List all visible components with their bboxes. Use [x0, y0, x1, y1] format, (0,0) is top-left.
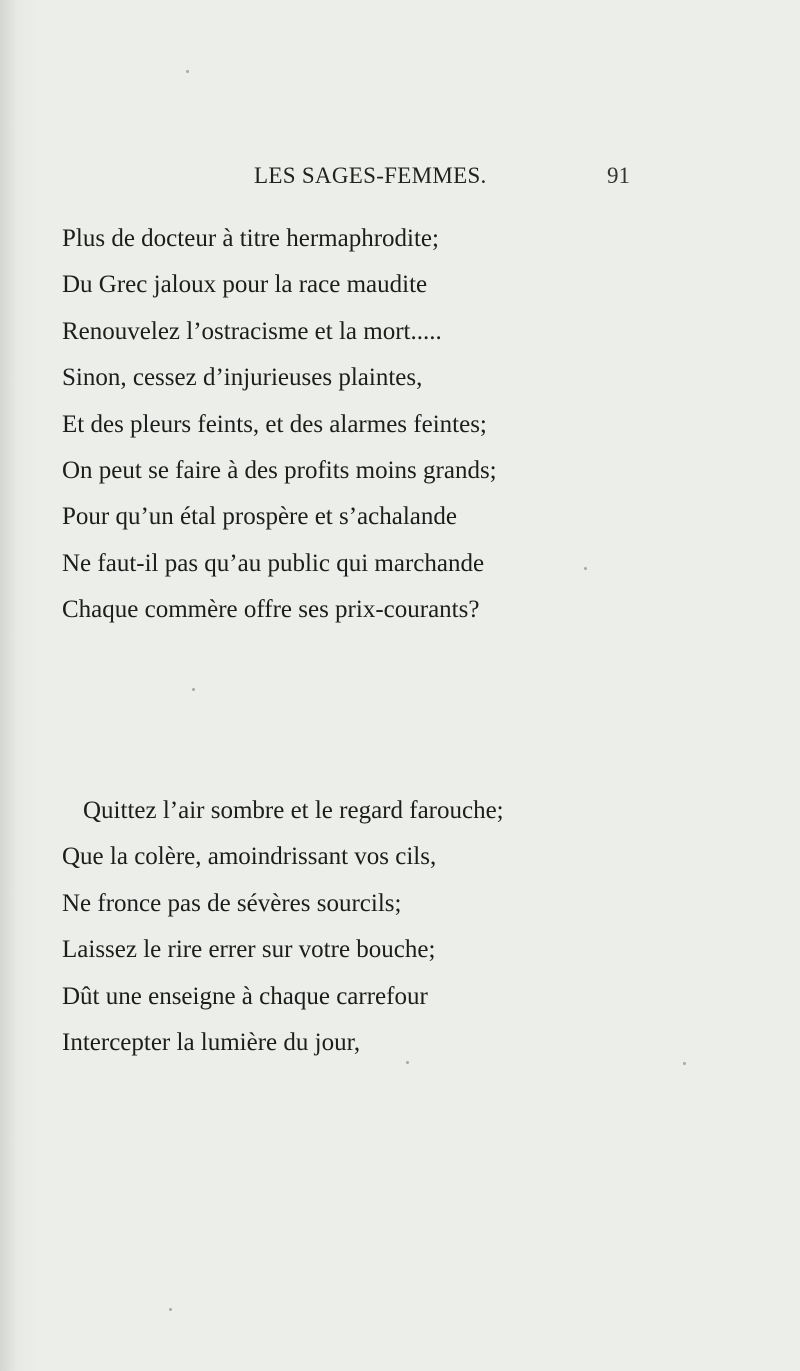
verse-line: Laissez le rire errer sur votre bouche; — [62, 936, 436, 964]
verse-line: Que la colère, amoindrissant vos cils, — [62, 843, 437, 871]
stanza-2 — [62, 788, 762, 1066]
verse-line: Pour qu’un étal prospère et s’achalande — [62, 503, 457, 531]
stanza-1 — [62, 216, 762, 634]
paper-speck — [169, 1308, 172, 1311]
paper-speck — [683, 1062, 686, 1065]
page-number: 91 — [607, 163, 630, 188]
running-title: LES SAGES-FEMMES. — [254, 163, 487, 188]
verse-line-indented: Quittez l’air sombre et le regard farouche; — [83, 797, 504, 824]
verse-line: Ne faut-il pas qu’au public qui marchande — [62, 549, 485, 577]
verse-line: On peut se faire à des profits moins grands; — [62, 456, 497, 484]
verse-line: Intercepter la lumière du jour, — [62, 1028, 361, 1056]
page-header — [0, 163, 800, 193]
verse-line: Du Grec jaloux pour la race maudite — [62, 271, 428, 299]
paper-speck — [406, 1061, 409, 1064]
verse-line: Sinon, cessez d’injurieuses plaintes, — [62, 364, 423, 392]
verse-line: Renouvelez l’ostracisme et la mort..... — [62, 317, 442, 345]
paper-speck — [584, 567, 587, 570]
paper-speck — [192, 688, 195, 691]
verse-line: Plus de docteur à titre hermaphrodite; — [62, 225, 439, 252]
verse-line: Dût une enseigne à chaque carrefour — [62, 982, 428, 1010]
verse-line: Chaque commère offre ses prix-courants? — [62, 596, 480, 624]
verse-line: Et des pleurs feints, et des alarmes feintes; — [62, 410, 487, 438]
verse-line: Ne fronce pas de sévères sourcils; — [62, 889, 402, 917]
paper-speck — [186, 70, 189, 73]
